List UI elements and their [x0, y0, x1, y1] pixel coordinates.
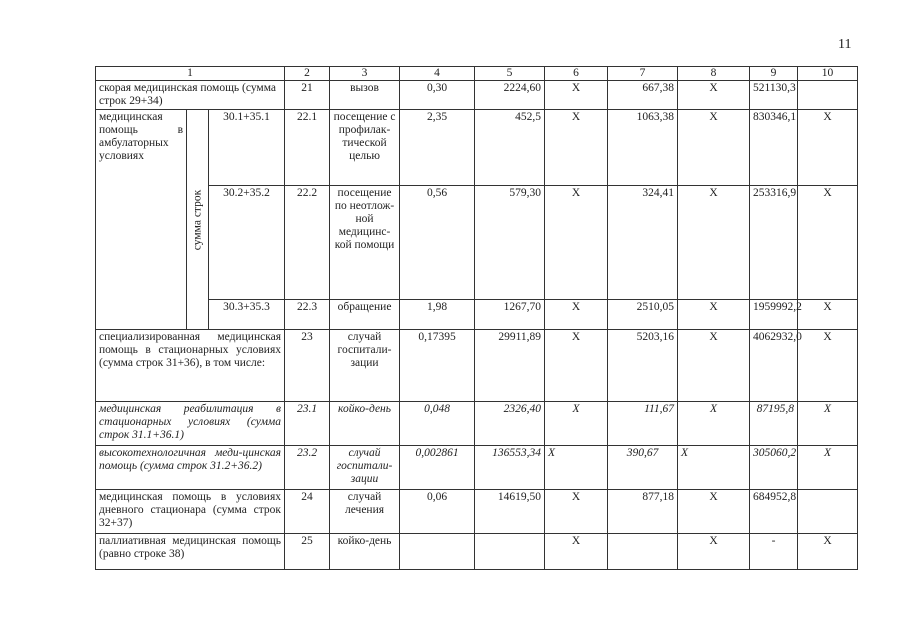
cell-c5: 2326,40: [475, 402, 545, 446]
cell-c6: X: [545, 110, 608, 186]
cell-c6: X: [545, 490, 608, 534]
row-unit: случай госпитали-зации: [330, 330, 400, 402]
cell-c10: X: [798, 330, 858, 402]
cell-c6: X: [545, 330, 608, 402]
row-code: 25: [285, 534, 330, 570]
cell-c10: X: [798, 446, 858, 490]
cell-c6: X: [545, 300, 608, 330]
cell-c5: 14619,50: [475, 490, 545, 534]
cell-c4: 1,98: [400, 300, 475, 330]
cell-c4: [400, 534, 475, 570]
header-cell: 3: [330, 67, 400, 81]
cell-c9: 305060,2: [750, 446, 798, 490]
cell-c7: [608, 534, 678, 570]
cell-c10: X: [798, 534, 858, 570]
header-cell: 10: [798, 67, 858, 81]
row-code: 22.1: [285, 110, 330, 186]
cell-c6: X: [545, 534, 608, 570]
row-code: 23.1: [285, 402, 330, 446]
row-name: медицинская помощь в амбулаторных условиях: [96, 110, 187, 330]
cell-c10: X: [798, 110, 858, 186]
row-name: специализированная медицинская помощь в стационарных условиях (сумма строк 31+36), в том числе:: [96, 330, 285, 402]
cell-c9: 87195,8: [750, 402, 798, 446]
cell-c6: X: [545, 446, 608, 490]
row-unit: вызов: [330, 81, 400, 110]
cell-c5: 1267,70: [475, 300, 545, 330]
cell-c5: 136553,34: [475, 446, 545, 490]
cell-c5: [475, 534, 545, 570]
data-table: [95, 66, 858, 570]
cell-c6: X: [545, 186, 608, 300]
row-code: 23.2: [285, 446, 330, 490]
row-code: 21: [285, 81, 330, 110]
row-name: скорая медицинская помощь (сумма строк 29+34): [96, 81, 285, 110]
row-unit: койко-день: [330, 402, 400, 446]
cell-c7: 667,38: [608, 81, 678, 110]
cell-c8: X: [678, 490, 750, 534]
row-sum: 30.2+35.2: [209, 186, 285, 300]
table-row: [96, 81, 858, 110]
cell-c9: 253316,9: [750, 186, 798, 300]
row-unit: случай госпитали-зации: [330, 446, 400, 490]
header-cell: 2: [285, 67, 330, 81]
cell-c8: X: [678, 446, 750, 490]
cell-c5: 29911,89: [475, 330, 545, 402]
cell-c8: X: [678, 110, 750, 186]
cell-c7: 111,67: [608, 402, 678, 446]
cell-c9: 684952,8: [750, 490, 798, 534]
vertical-label-cell: [187, 110, 209, 330]
cell-c4: 0,002861: [400, 446, 475, 490]
cell-c9: 1959992,2: [750, 300, 798, 330]
cell-c8: X: [678, 186, 750, 300]
row-unit: обращение: [330, 300, 400, 330]
cell-c7: 2510,05: [608, 300, 678, 330]
cell-c10: X: [798, 300, 858, 330]
cell-c4: 0,06: [400, 490, 475, 534]
table-row: [96, 446, 858, 490]
row-code: 23: [285, 330, 330, 402]
header-cell: 6: [545, 67, 608, 81]
row-code: 22.3: [285, 300, 330, 330]
cell-c10: X: [798, 402, 858, 446]
row-sum: 30.3+35.3: [209, 300, 285, 330]
cell-c7: 390,67: [608, 446, 678, 490]
cell-c7: 1063,38: [608, 110, 678, 186]
table-row: [96, 330, 858, 402]
header-cell: 9: [750, 67, 798, 81]
cell-c6: X: [545, 81, 608, 110]
header-cell: 4: [400, 67, 475, 81]
cell-c4: 0,048: [400, 402, 475, 446]
table-row: [96, 186, 858, 300]
page-number: 11: [838, 37, 852, 52]
cell-c8: X: [678, 81, 750, 110]
cell-c8: X: [678, 402, 750, 446]
cell-c4: 0,56: [400, 186, 475, 300]
header-cell: 7: [608, 67, 678, 81]
cell-c9: 830346,1: [750, 110, 798, 186]
vertical-label: сумма строк: [191, 189, 203, 250]
cell-c8: X: [678, 300, 750, 330]
cell-c8: X: [678, 330, 750, 402]
row-unit: посещение по неотлож-ной медицинс-кой помощи: [330, 186, 400, 300]
cell-c5: 452,5: [475, 110, 545, 186]
header-cell: 5: [475, 67, 545, 81]
cell-c9: 4062932,0: [750, 330, 798, 402]
cell-c10: [798, 490, 858, 534]
table-row: [96, 490, 858, 534]
cell-c10: X: [798, 186, 858, 300]
row-name: медицинская помощь в условиях дневного стационара (сумма строк 32+37): [96, 490, 285, 534]
row-unit: посещение с профилак-тической целью: [330, 110, 400, 186]
row-name: медицинская реабилитация в стационарных условиях (сумма строк 31.1+36.1): [96, 402, 285, 446]
row-sum: 30.1+35.1: [209, 110, 285, 186]
row-code: 24: [285, 490, 330, 534]
table-row: [96, 110, 858, 186]
header-cell: 1: [96, 67, 285, 81]
row-name: высокотехнологичная меди-цинская помощь (сумма строк 31.2+36.2): [96, 446, 285, 490]
row-unit: случай лечения: [330, 490, 400, 534]
header-row: [96, 67, 858, 81]
cell-c9: 521130,3: [750, 81, 798, 110]
cell-c7: 324,41: [608, 186, 678, 300]
row-unit: койко-день: [330, 534, 400, 570]
cell-c4: 0,17395: [400, 330, 475, 402]
cell-c4: 0,30: [400, 81, 475, 110]
cell-c6: X: [545, 402, 608, 446]
header-cell: 8: [678, 67, 750, 81]
cell-c7: 5203,16: [608, 330, 678, 402]
table-row: [96, 300, 858, 330]
cell-c9: -: [750, 534, 798, 570]
table-row: [96, 402, 858, 446]
cell-c5: 2224,60: [475, 81, 545, 110]
cell-c4: 2,35: [400, 110, 475, 186]
cell-c10: [798, 81, 858, 110]
cell-c5: 579,30: [475, 186, 545, 300]
row-code: 22.2: [285, 186, 330, 300]
cell-c7: 877,18: [608, 490, 678, 534]
table-row: [96, 534, 858, 570]
cell-c8: X: [678, 534, 750, 570]
row-name: паллиативная медицинская помощь (равно строке 38): [96, 534, 285, 570]
